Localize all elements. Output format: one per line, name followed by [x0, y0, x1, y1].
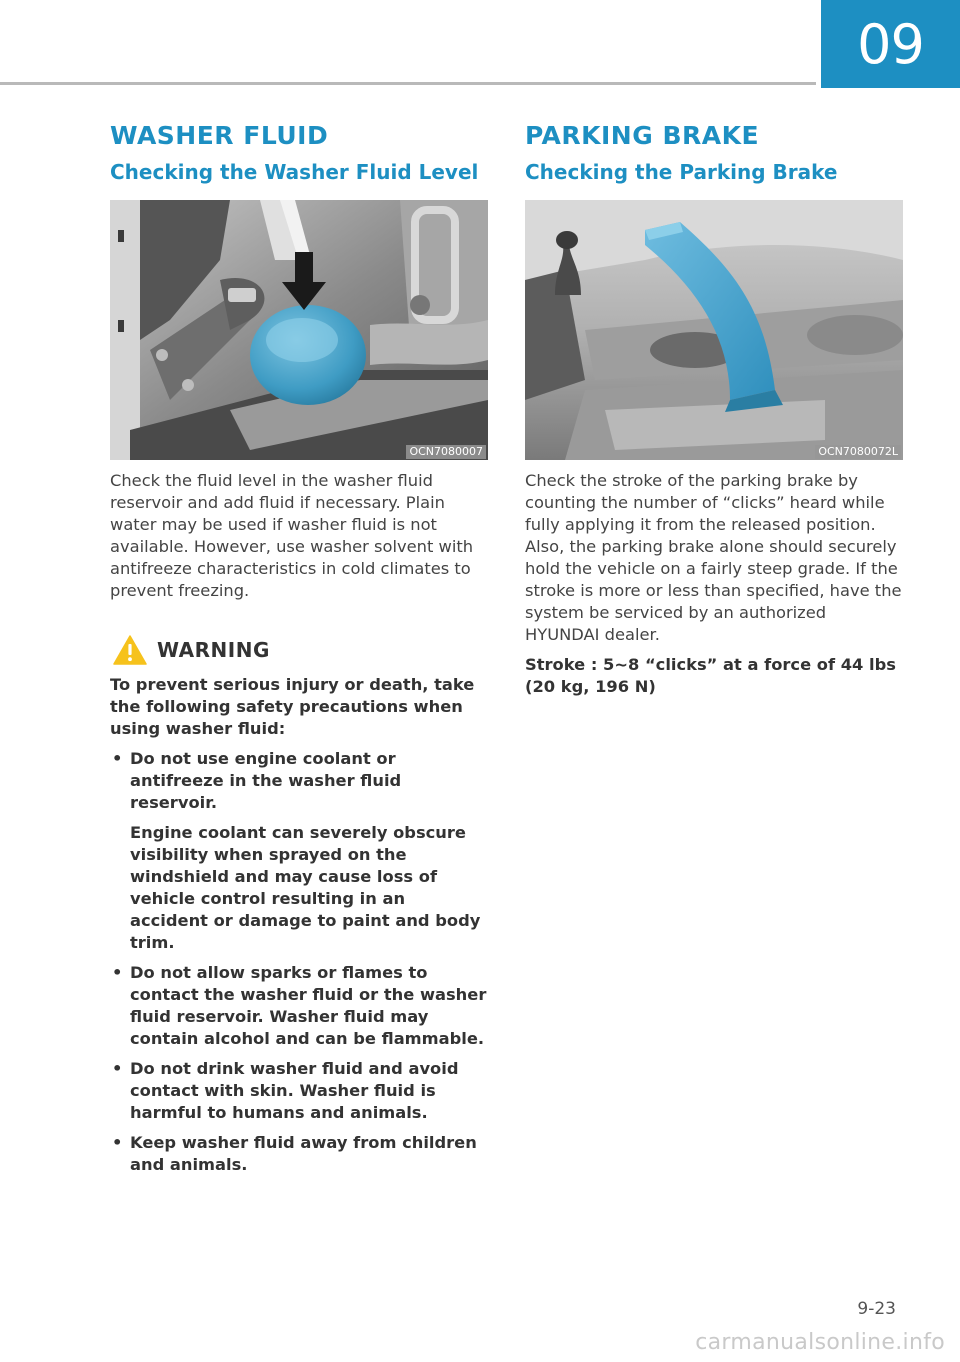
bullet-icon: •	[112, 1059, 123, 1078]
warning-item	[110, 748, 488, 954]
washer-fluid-reservoir-image	[110, 200, 488, 460]
warning-item-text: Keep washer fluid away from children and animals.	[130, 1133, 477, 1174]
washer-fluid-body: Check the fluid level in the washer fluid reservoir and add fluid if necessary. Plain water may be used if washer fluid is not available. However, use washer solvent with antifreeze characteristics in cold climates to prevent freezing.	[110, 471, 474, 600]
header-rule	[0, 82, 816, 85]
section-title-washer-fluid: WASHER FLUID	[110, 121, 329, 150]
warning-item-text: Do not use engine coolant or antifreeze in the washer fluid reservoir.	[130, 749, 402, 812]
warning-intro: To prevent serious injury or death, take the following safety precautions when using washer fluid:	[110, 675, 475, 738]
page-number: 9-23	[857, 1299, 896, 1319]
subsection-title-washer-level: Checking the Washer Fluid Level	[110, 160, 479, 184]
right-column	[525, 118, 903, 698]
warning-item	[110, 1058, 488, 1124]
bullet-icon: •	[112, 749, 123, 768]
parking-brake-illustration	[525, 200, 903, 460]
figure-code-parking: OCN7080072L	[815, 445, 901, 459]
watermark: carmanualsonline.info	[695, 1330, 945, 1355]
figure-code-washer: OCN7080007	[406, 445, 486, 459]
warning-header	[110, 634, 488, 666]
warning-item-detail: Engine coolant can severely obscure visibility when sprayed on the windshield and may cause loss of vehicle control resulting in an accident or damage to paint and body trim.	[130, 823, 481, 952]
warning-triangle-icon	[113, 635, 147, 665]
bullet-icon: •	[112, 1133, 123, 1152]
warning-item-text: Do not allow sparks or flames to contact the washer fluid or the washer fluid reservoir. Washer fluid may contain alcohol and can be flammable.	[130, 963, 487, 1048]
parking-brake-image	[525, 200, 903, 460]
warning-item	[110, 1132, 488, 1176]
section-title-parking-brake: PARKING BRAKE	[525, 121, 760, 150]
warning-title: WARNING	[157, 638, 270, 662]
engine-bay-illustration	[110, 200, 488, 460]
subsection-title-parking-brake: Checking the Parking Brake	[525, 160, 838, 184]
warning-item-text: Do not drink washer fluid and avoid contact with skin. Washer fluid is harmful to humans and animals.	[130, 1059, 459, 1122]
bullet-icon: •	[112, 963, 123, 982]
warning-item	[110, 962, 488, 1050]
parking-brake-spec: Stroke : 5~8 “clicks” at a force of 44 lbs (20 kg, 196 N)	[525, 655, 896, 696]
parking-brake-body: Check the stroke of the parking brake by counting the number of “clicks” heard while fully applying it from the released position. Also, the parking brake alone should securely hold the vehicle on a fairly steep grade. If the stroke is more or less than specified, have the system be serviced by an authorized HYUNDAI dealer.	[525, 471, 902, 644]
warning-list	[110, 748, 488, 1176]
chapter-number: 09	[857, 12, 924, 76]
left-column	[110, 118, 488, 1176]
chapter-tab	[821, 0, 960, 88]
